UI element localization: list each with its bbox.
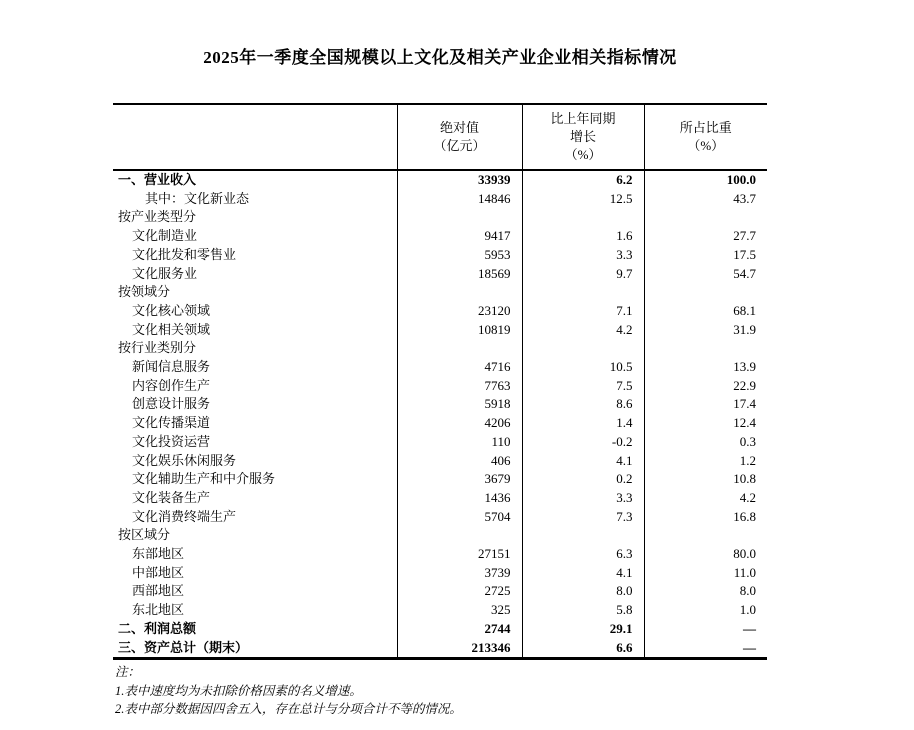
cell-absolute-value: 5704 <box>397 508 522 527</box>
cell-absolute-value: 2725 <box>397 582 522 601</box>
row-label: 一、营业收入 <box>118 172 197 187</box>
table-row <box>113 470 767 489</box>
cell-growth: 1.6 <box>522 227 644 246</box>
row-label: 按行业类别分 <box>118 340 197 356</box>
row-label: 东北地区 <box>132 602 185 618</box>
table-row <box>113 639 767 659</box>
header-row <box>113 104 767 170</box>
row-label: 文化装备生产 <box>132 489 211 505</box>
table-row <box>113 395 767 414</box>
cell-absolute-value: 3739 <box>397 564 522 583</box>
cell-growth: 8.0 <box>522 582 644 601</box>
header-absolute-line2: （亿元） <box>433 138 486 153</box>
cell-absolute-value <box>397 526 522 545</box>
table-row <box>113 452 767 471</box>
cell-growth: 12.5 <box>522 190 644 209</box>
cell-absolute-value: 18569 <box>397 265 522 284</box>
header-share-line2: （%） <box>687 138 725 153</box>
notes <box>115 663 462 719</box>
cell-share: 11.0 <box>644 564 767 583</box>
table-row <box>113 508 767 527</box>
row-label: 文化服务业 <box>132 265 198 281</box>
cell-share: — <box>644 639 767 659</box>
cell-absolute-value: 7763 <box>397 377 522 396</box>
cell-absolute-value: 325 <box>397 601 522 620</box>
table-row <box>113 358 767 377</box>
cell-absolute-value <box>397 283 522 302</box>
table-row <box>113 620 767 639</box>
cell-absolute-value: 33939 <box>397 170 522 190</box>
cell-share: 80.0 <box>644 545 767 564</box>
cell-growth: 6.2 <box>522 170 644 190</box>
cell-absolute-value: 110 <box>397 433 522 452</box>
cell-share <box>644 208 767 227</box>
cell-share: 1.2 <box>644 452 767 471</box>
cell-absolute-value: 10819 <box>397 321 522 340</box>
cell-absolute-value: 1436 <box>397 489 522 508</box>
cell-absolute-value: 5918 <box>397 395 522 414</box>
cell-share: 31.9 <box>644 321 767 340</box>
cell-growth: 4.1 <box>522 564 644 583</box>
row-label: 内容创作生产 <box>132 377 211 393</box>
cell-share: 17.5 <box>644 246 767 265</box>
row-label: 文化投资运营 <box>132 433 211 449</box>
header-growth-line3: （%） <box>564 147 602 162</box>
table-row <box>113 339 767 358</box>
cell-share: 10.8 <box>644 470 767 489</box>
table-row <box>113 208 767 227</box>
row-label: 文化传播渠道 <box>132 415 211 431</box>
cell-absolute-value: 4716 <box>397 358 522 377</box>
header-absolute-line1: 绝对值 <box>439 120 479 135</box>
table-header <box>113 104 767 170</box>
cell-growth: 10.5 <box>522 358 644 377</box>
cell-absolute-value: 27151 <box>397 545 522 564</box>
cell-absolute-value: 14846 <box>397 190 522 209</box>
cell-growth: 29.1 <box>522 620 644 639</box>
cell-share: 0.3 <box>644 433 767 452</box>
row-label: 创意设计服务 <box>132 396 211 412</box>
cell-growth: 3.3 <box>522 246 644 265</box>
row-label: 其中：文化新业态 <box>145 190 250 206</box>
row-label: 按领域分 <box>118 284 171 300</box>
header-absolute-value <box>397 104 522 170</box>
header-growth <box>522 104 644 170</box>
row-label: 文化核心领域 <box>132 302 211 318</box>
table-row <box>113 227 767 246</box>
row-label: 文化制造业 <box>132 228 198 244</box>
table-row <box>113 564 767 583</box>
cell-growth: 0.2 <box>522 470 644 489</box>
cell-growth: 4.2 <box>522 321 644 340</box>
row-label: 二、利润总额 <box>118 620 197 636</box>
cell-growth: 7.1 <box>522 302 644 321</box>
table-row <box>113 377 767 396</box>
page-title: 2025年一季度全国规模以上文化及相关产业企业相关指标情况 <box>203 48 677 67</box>
table-row <box>113 246 767 265</box>
row-label: 新闻信息服务 <box>132 359 211 375</box>
table-row <box>113 321 767 340</box>
note-item-1: 1.表中速度均为未扣除价格因素的名义增速。 <box>115 683 362 698</box>
cell-growth: -0.2 <box>522 433 644 452</box>
cell-growth <box>522 339 644 358</box>
cell-growth <box>522 208 644 227</box>
table-row <box>113 433 767 452</box>
note-item-2: 2.表中部分数据因四舍五入，存在总计与分项合计不等的情况。 <box>115 702 462 716</box>
table-row <box>113 302 767 321</box>
cell-share: 4.2 <box>644 489 767 508</box>
cell-absolute-value: 213346 <box>397 639 522 659</box>
cell-growth <box>522 283 644 302</box>
row-label: 按区域分 <box>118 527 171 543</box>
cell-absolute-value <box>397 339 522 358</box>
table-row <box>113 526 767 545</box>
row-label: 西部地区 <box>132 583 185 599</box>
cell-share: 13.9 <box>644 358 767 377</box>
cell-share <box>644 339 767 358</box>
row-label: 东部地区 <box>132 546 185 562</box>
cell-share: 16.8 <box>644 508 767 527</box>
header-share-line1: 所占比重 <box>679 120 732 135</box>
cell-share: 100.0 <box>644 170 767 190</box>
header-growth-line1: 比上年同期 <box>550 111 616 126</box>
table-row <box>113 190 767 209</box>
row-label: 文化消费终端生产 <box>132 508 237 524</box>
cell-growth: 7.5 <box>522 377 644 396</box>
cell-share: 12.4 <box>644 414 767 433</box>
table-row <box>113 170 767 190</box>
cell-absolute-value: 4206 <box>397 414 522 433</box>
table-row <box>113 414 767 433</box>
cell-absolute-value: 2744 <box>397 620 522 639</box>
cell-absolute-value: 5953 <box>397 246 522 265</box>
row-label: 文化批发和零售业 <box>132 246 237 262</box>
cell-growth: 5.8 <box>522 601 644 620</box>
cell-absolute-value: 23120 <box>397 302 522 321</box>
cell-growth: 8.6 <box>522 395 644 414</box>
cell-share <box>644 526 767 545</box>
table-row <box>113 283 767 302</box>
notes-heading: 注： <box>115 665 141 679</box>
row-label: 文化相关领域 <box>132 321 211 337</box>
cell-growth: 6.6 <box>522 639 644 659</box>
header-share <box>644 104 767 170</box>
cell-absolute-value: 406 <box>397 452 522 471</box>
table-row <box>113 601 767 620</box>
row-label: 中部地区 <box>132 564 185 580</box>
cell-growth <box>522 526 644 545</box>
cell-absolute-value: 3679 <box>397 470 522 489</box>
row-label: 按产业类型分 <box>118 209 197 225</box>
cell-share: — <box>644 620 767 639</box>
cell-share: 17.4 <box>644 395 767 414</box>
cell-share <box>644 283 767 302</box>
cell-growth: 6.3 <box>522 545 644 564</box>
cell-share: 22.9 <box>644 377 767 396</box>
row-label: 文化辅助生产和中介服务 <box>132 471 276 487</box>
cell-growth: 7.3 <box>522 508 644 527</box>
row-label: 文化娱乐休闲服务 <box>132 452 237 468</box>
row-label: 三、资产总计（期末） <box>118 639 249 655</box>
cell-growth: 1.4 <box>522 414 644 433</box>
cell-growth: 3.3 <box>522 489 644 508</box>
table-row <box>113 489 767 508</box>
table-row <box>113 545 767 564</box>
header-growth-line2: 增长 <box>569 129 596 144</box>
cell-growth: 9.7 <box>522 265 644 284</box>
cell-share: 1.0 <box>644 601 767 620</box>
cell-absolute-value <box>397 208 522 227</box>
header-indicator <box>113 104 397 170</box>
indicators-table <box>113 103 767 660</box>
table-row <box>113 265 767 284</box>
cell-share: 68.1 <box>644 302 767 321</box>
cell-absolute-value: 9417 <box>397 227 522 246</box>
cell-growth: 4.1 <box>522 452 644 471</box>
table-body <box>113 170 767 659</box>
cell-share: 54.7 <box>644 265 767 284</box>
cell-share: 43.7 <box>644 190 767 209</box>
cell-share: 8.0 <box>644 582 767 601</box>
table-row <box>113 582 767 601</box>
cell-share: 27.7 <box>644 227 767 246</box>
